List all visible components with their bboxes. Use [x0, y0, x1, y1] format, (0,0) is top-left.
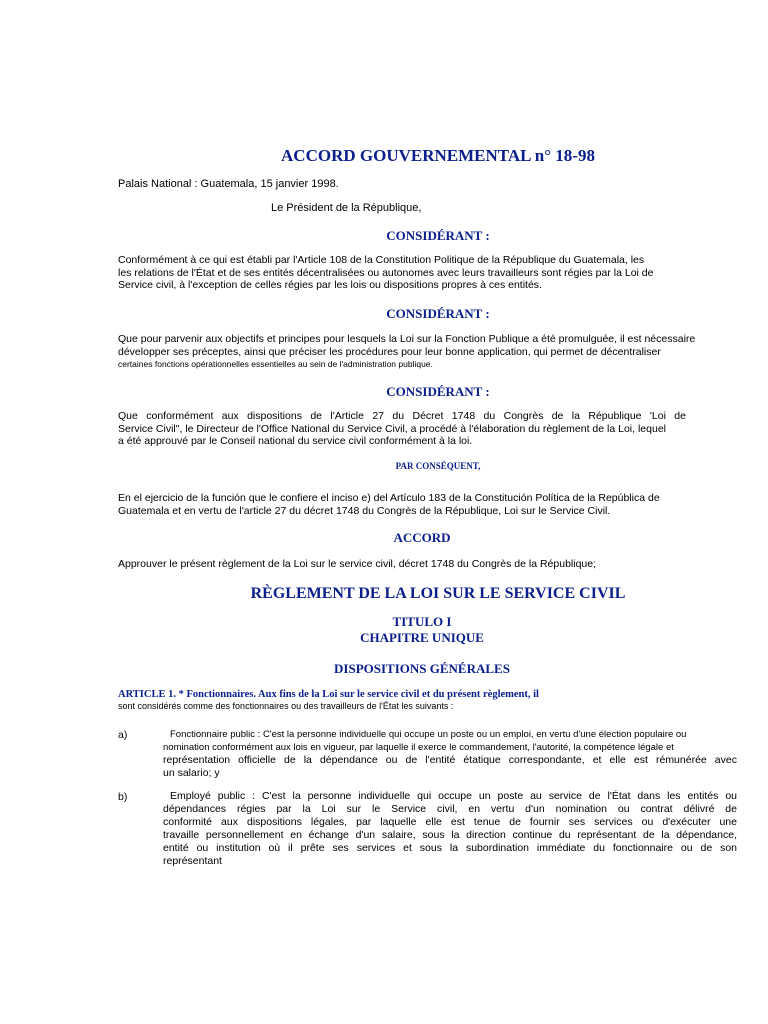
- considerant-paragraph-1: [118, 254, 733, 292]
- chapitre-heading: CHAPITRE UNIQUE: [360, 630, 484, 645]
- text-line: entité ou institution où il prête ses services et sous la subordination immédiate du fonctionnaire ou de son: [163, 842, 737, 854]
- text-line: Service Civil", le Directeur de l'Office National du Service Civil, a procédé à l'élaboration du règlement de la Loi, lequel: [118, 422, 666, 435]
- considerant-heading-2: CONSIDÉRANT :: [386, 306, 490, 321]
- text-line: Employé public : C'est la personne individuelle qui occupe un poste au service de l'État dans les entités ou: [170, 790, 737, 802]
- considerant-paragraph-3: [118, 410, 718, 448]
- text-line: En el ejercicio de la función que le confiere el inciso e) del Artículo 183 de la Constitución Política de la República de: [118, 492, 660, 504]
- text-line: Que pour parvenir aux objectifs et principes pour lesquels la Loi sur la Fonction Publique a été promulguée, il est nécessaire: [118, 333, 696, 345]
- list-marker-a: a): [118, 729, 128, 741]
- text-line: nomination conformément aux lois en vigueur, par laquelle il exerce le commandement, l'autorité, la compétence légale et: [163, 742, 674, 753]
- ejercicio-paragraph: [118, 492, 758, 517]
- par-consequent-heading: PAR CONSÉQUENT,: [395, 461, 481, 471]
- text-line: travaille personnellement en échange d'un salaire, sous la direction continue du représentant de la dépendance,: [163, 829, 737, 841]
- text-line: Service civil, à l'exception de celles régies par les lois ou dispositions propres à ces entités.: [118, 279, 542, 291]
- text-line: Fonctionnaire public : C'est la personne individuelle qui occupe un poste ou un emploi, en vertu d'une élection populaire ou: [170, 729, 687, 740]
- text-line: conformité aux dispositions légales, par laquelle elle est tenue de fournir ses services ou d'exécuter une: [163, 816, 737, 828]
- reglement-title: RÈGLEMENT DE LA LOI SUR LE SERVICE CIVIL: [250, 585, 626, 602]
- list-item-b: [163, 790, 737, 868]
- list-marker-b: b): [118, 791, 128, 803]
- considerant-paragraph-2: [118, 333, 754, 370]
- accord-heading: ACCORD: [393, 530, 451, 545]
- text-line: Que conformément aux dispositions de l'Article 27 du Décret 1748 du Congrès de la République 'Loi de: [118, 410, 686, 422]
- text-line: Conformément à ce qui est établi par l'Article 108 de la Constitution Politique de la République du Guatemala, les: [118, 254, 645, 266]
- text-line: un salario; y: [163, 767, 220, 779]
- dispositions-heading: DISPOSITIONS GÉNÉRALES: [334, 661, 510, 676]
- considerant-heading-1: CONSIDÉRANT :: [386, 228, 490, 243]
- text-line: certaines fonctions opérationnelles essentielles au sein de l'administration publique.: [118, 359, 433, 369]
- text-line: développer ses préceptes, ainsi que préciser les procédures pour leur bonne application, qui permet de décentraliser: [118, 345, 661, 358]
- article-1-text: sont considérés comme des fonctionnaires ou des travailleurs de l'État les suivants :: [118, 701, 454, 711]
- titulo-heading: TITULO I: [392, 614, 452, 629]
- dateline: Palais National : Guatemala, 15 janvier 1998.: [118, 178, 339, 190]
- text-line: représentation officielle de la dépendance ou de l'entité étatique correspondante, et elle est rémunérée avec: [163, 754, 737, 766]
- text-line: Guatemala et en vertu de l'article 27 du décret 1748 du Congrès de la République, Loi sur le Service Civil.: [118, 504, 611, 517]
- text-line: les relations de l'État et de ses entités décentralisées ou autonomes avec leurs travailleurs sont régies par la Loi de: [118, 266, 654, 279]
- text-line: a été approuvé par le Conseil national du service civil conformément à la loi.: [118, 435, 473, 447]
- considerant-heading-3: CONSIDÉRANT :: [386, 384, 490, 399]
- text-line: dépendances régies par la Loi sur le Service civil, en vertu d'un nomination ou contrat délivré de: [163, 803, 737, 815]
- document-title: ACCORD GOUVERNEMENTAL n° 18-98: [281, 146, 595, 165]
- president-line: Le Président de la République,: [271, 202, 422, 214]
- article-1-heading: ARTICLE 1. * Fonctionnaires. Aux fins de la Loi sur le service civil et du présent règlement, il: [118, 689, 539, 700]
- text-line: représentant: [163, 855, 222, 867]
- approuver-paragraph: Approuver le présent règlement de la Loi sur le service civil, décret 1748 du Congrès de la République;: [118, 558, 597, 570]
- list-item-a: [163, 728, 737, 780]
